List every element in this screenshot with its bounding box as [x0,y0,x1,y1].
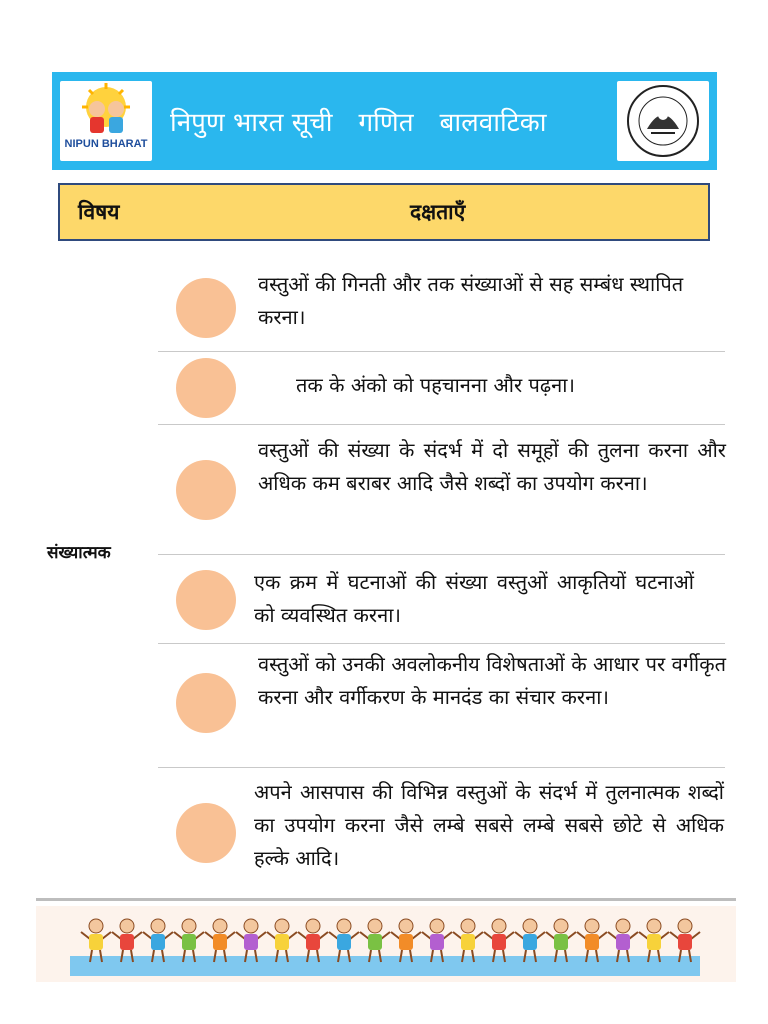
skills-column-header: दक्षताएँ [410,200,466,224]
child-figure [422,919,452,962]
child-figure [608,919,638,962]
nipun-bharat-logo [60,81,152,161]
row-divider [158,767,725,768]
child-figure [81,919,111,962]
bullet-circle [176,570,236,630]
child-figure [670,919,700,962]
subject-column-header: विषय [78,200,120,224]
child-figure [360,919,390,962]
list-item [158,560,725,642]
child-figure [112,919,142,962]
list-item [158,646,725,766]
bullet-circle [176,803,236,863]
title-part-level: बालवाटिका [439,108,547,138]
child-figure [236,919,266,962]
child-figure [329,919,359,962]
title-banner [52,72,717,170]
child-figure [298,919,328,962]
page-title [170,72,610,170]
child-figure [143,919,173,962]
list-item [158,355,725,423]
child-figure [639,919,669,962]
child-figure [577,919,607,962]
child-figure [515,919,545,962]
footer-divider [36,898,736,901]
row-divider [158,351,725,352]
child-figure [174,919,204,962]
up-government-seal [617,81,709,161]
svg-text:NIPUN BHARAT: NIPUN BHARAT [64,138,148,150]
skill-text: अपने आसपास की विभिन्न वस्तुओं के संदर्भ में तुलनात्मक शब्दों का उपयोग करना जैसे लम्बे सबसे लम्बे सबसे छोटे से अधिक हल्के आदि। [254,780,724,870]
child-figure [453,919,483,962]
bullet-circle [176,358,236,418]
skill-text: एक क्रम में घटनाओं की संख्या वस्तुओं आकृतियों घटनाओं को व्यवस्थित करना। [254,570,694,627]
list-item [158,432,725,552]
title-part-subject: गणित [358,108,414,138]
skill-text: वस्तुओं की संख्या के संदर्भ में दो समूहों की तुलना करना और अधिक कम बराबर आदि जैसे शब्दों का उपयोग करना। [258,438,726,495]
row-divider [158,554,725,555]
bullet-circle [176,460,236,520]
children-illustration [36,906,736,982]
bullet-circle [176,673,236,733]
child-figure [205,919,235,962]
list-item [158,268,725,350]
title-part-list: निपुण भारत सूची [170,108,333,138]
bullet-circle [176,278,236,338]
child-figure [484,919,514,962]
child-figure [546,919,576,962]
skill-text: तक के अंको को पहचानना और पढ़ना। [296,373,575,397]
list-item [158,774,725,894]
row-divider [158,424,725,425]
child-figure [267,919,297,962]
skill-text: वस्तुओं की गिनती और तक संख्याओं से सह सम्बंध स्थापित करना। [258,272,684,329]
row-divider [158,643,725,644]
table-header [58,183,710,241]
category-label: संख्यात्मक [47,543,111,563]
child-figure [391,919,421,962]
skill-text: वस्तुओं को उनकी अवलोकनीय विशेषताओं के आधार पर वर्गीकृत करना और वर्गीकरण के मानदंड का संचार करना। [258,652,726,709]
